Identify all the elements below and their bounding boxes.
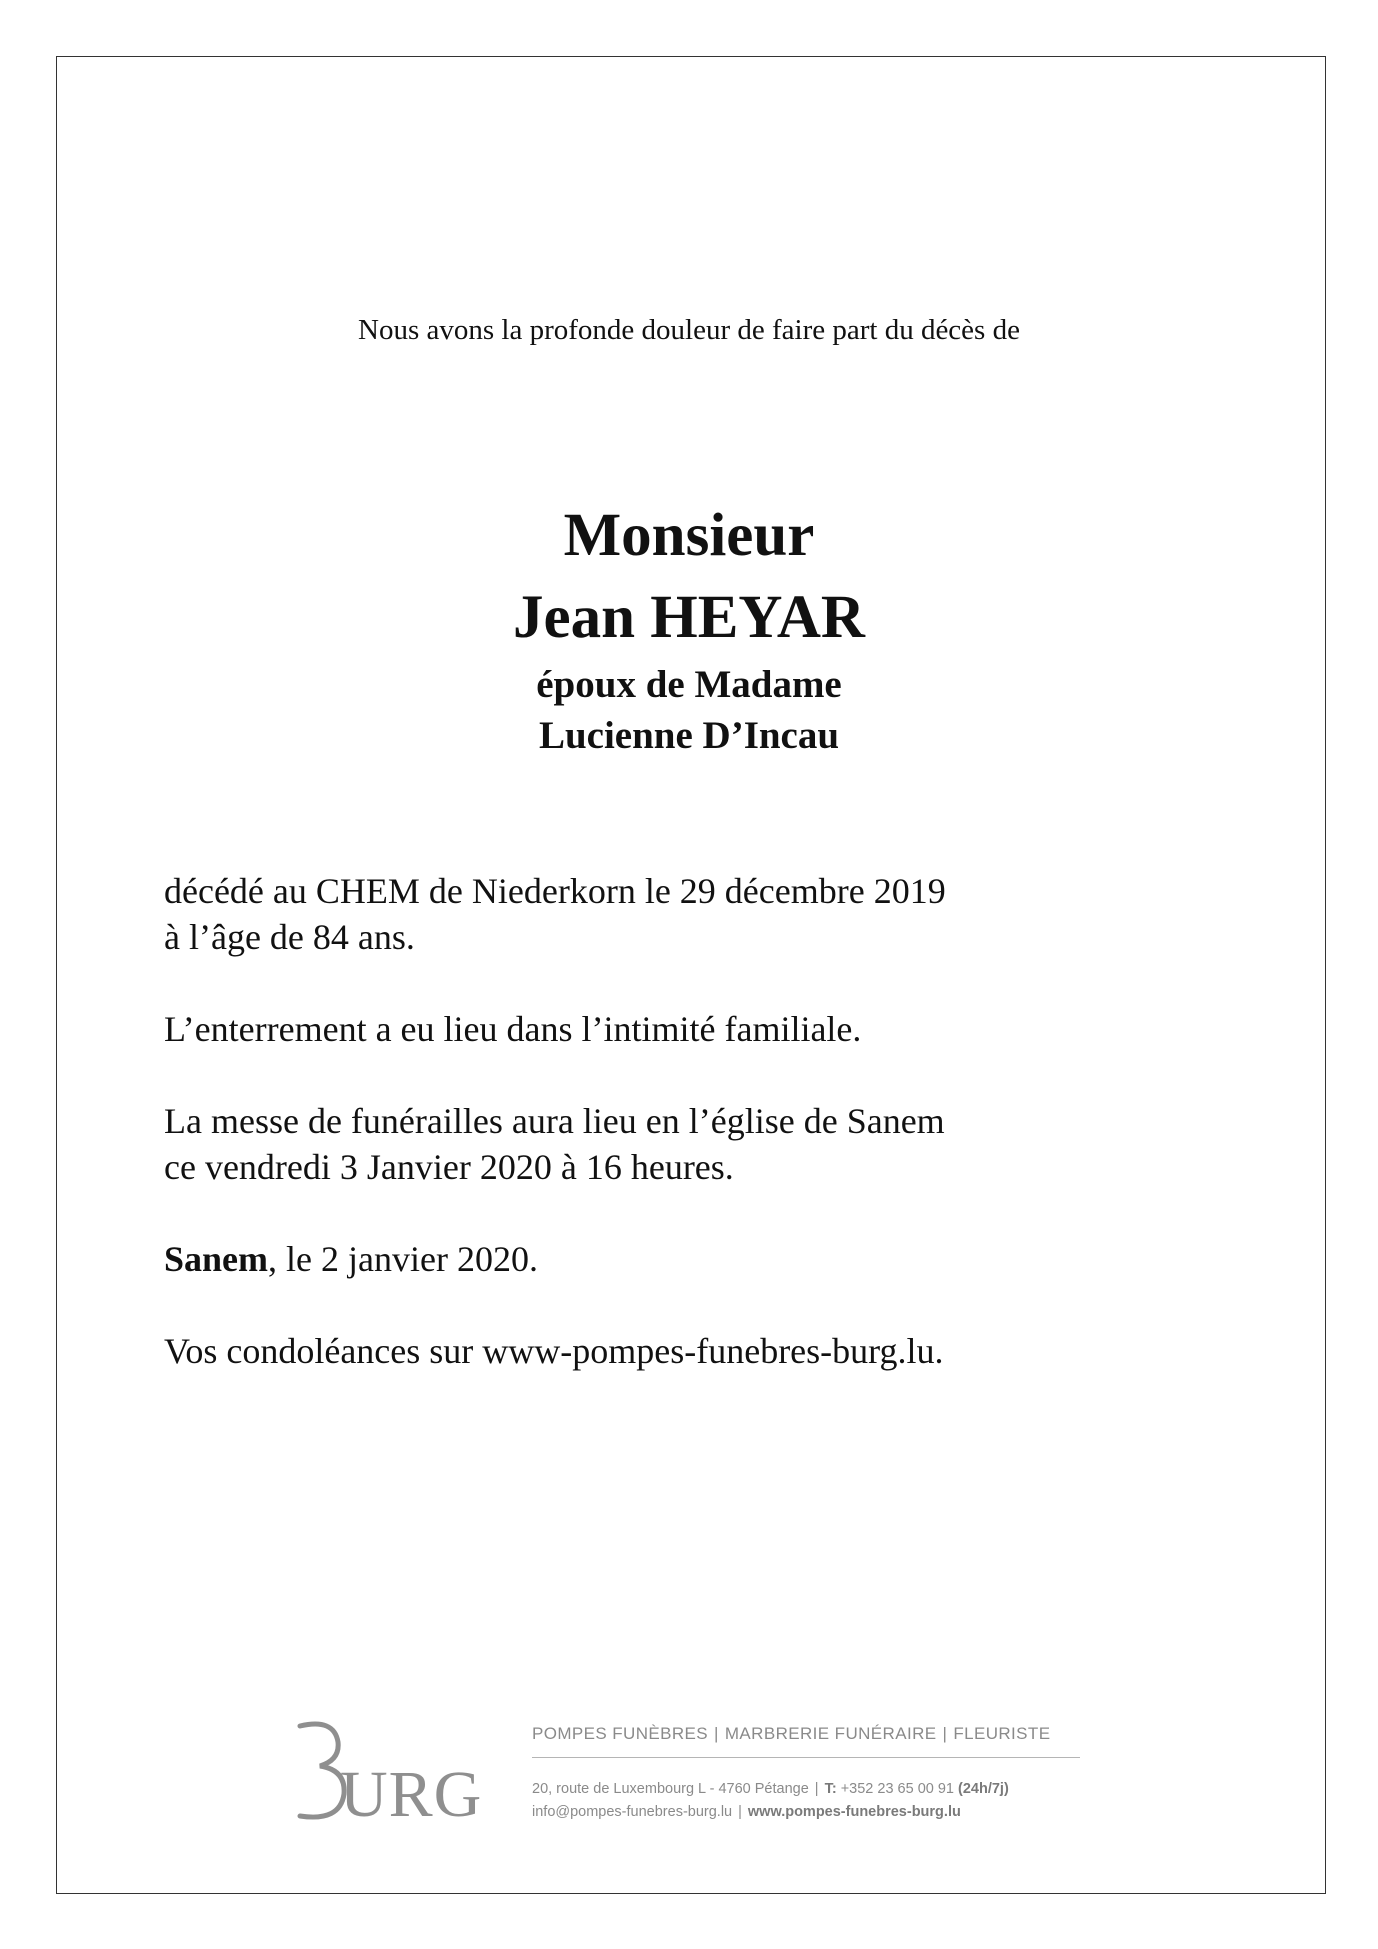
death-paragraph: [164, 868, 1164, 960]
date-text: , le 2 janvier 2020.: [268, 1239, 538, 1279]
death-line-1: décédé au CHEM de Niederkorn le 29 décembre 2019: [164, 871, 946, 911]
separator: |: [814, 1781, 819, 1797]
condolences-line: Vos condoléances sur www-pompes-funebres-burg.lu.: [164, 1331, 944, 1371]
burg-logo: [294, 1712, 484, 1827]
condolences-paragraph: [164, 1328, 1164, 1374]
deceased-name: Jean HEYAR: [513, 584, 865, 651]
phone-label: T:: [824, 1781, 837, 1797]
phone-hours: (24h/7j): [958, 1781, 1009, 1797]
contact-line-2: [532, 1801, 1009, 1824]
phone-number[interactable]: +352 23 65 00 91: [840, 1781, 954, 1797]
place-name: Sanem: [164, 1239, 269, 1279]
email-link[interactable]: info@pompes-funebres-burg.lu: [532, 1804, 733, 1820]
death-line-2: à l’âge de 84 ans.: [164, 917, 415, 957]
service-marble: MARBRERIE FUNÉRAIRE: [724, 1724, 937, 1743]
contact-line-1: [532, 1778, 1009, 1801]
mass-line-1: La messe de funérailles aura lieu en l’église de Sanem: [164, 1101, 945, 1141]
address: 20, route de Luxembourg L - 4760 Pétange: [532, 1781, 809, 1797]
spouse-line-1: époux de Madame: [536, 663, 842, 706]
svg-text:URG: URG: [340, 1758, 483, 1827]
funeral-home-footer: [294, 1712, 1084, 1832]
deceased-name-block: [0, 495, 1378, 761]
mass-paragraph: [164, 1098, 1164, 1190]
separator: |: [942, 1724, 948, 1743]
separator: |: [714, 1724, 719, 1743]
services-line: [532, 1724, 1050, 1744]
service-funeral: POMPES FUNÈBRES: [532, 1724, 709, 1743]
service-florist: FLEURISTE: [953, 1724, 1051, 1743]
date-paragraph: [164, 1236, 1164, 1282]
burial-line: L’enterrement a eu lieu dans l’intimité familiale.: [164, 1009, 862, 1049]
contact-info: [532, 1778, 1009, 1824]
spouse-line-2: Lucienne D’Incau: [538, 714, 840, 757]
honorific: Monsieur: [563, 502, 815, 569]
footer-divider: [532, 1757, 1080, 1758]
notice-body: [164, 868, 1164, 1374]
separator: |: [738, 1804, 742, 1820]
website-link[interactable]: www.pompes-funebres-burg.lu: [747, 1804, 961, 1820]
mass-line-2: ce vendredi 3 Janvier 2020 à 16 heures.: [164, 1147, 734, 1187]
burial-paragraph: [164, 1006, 1164, 1052]
intro-text: Nous avons la profonde douleur de faire part du décès de: [358, 314, 1020, 346]
